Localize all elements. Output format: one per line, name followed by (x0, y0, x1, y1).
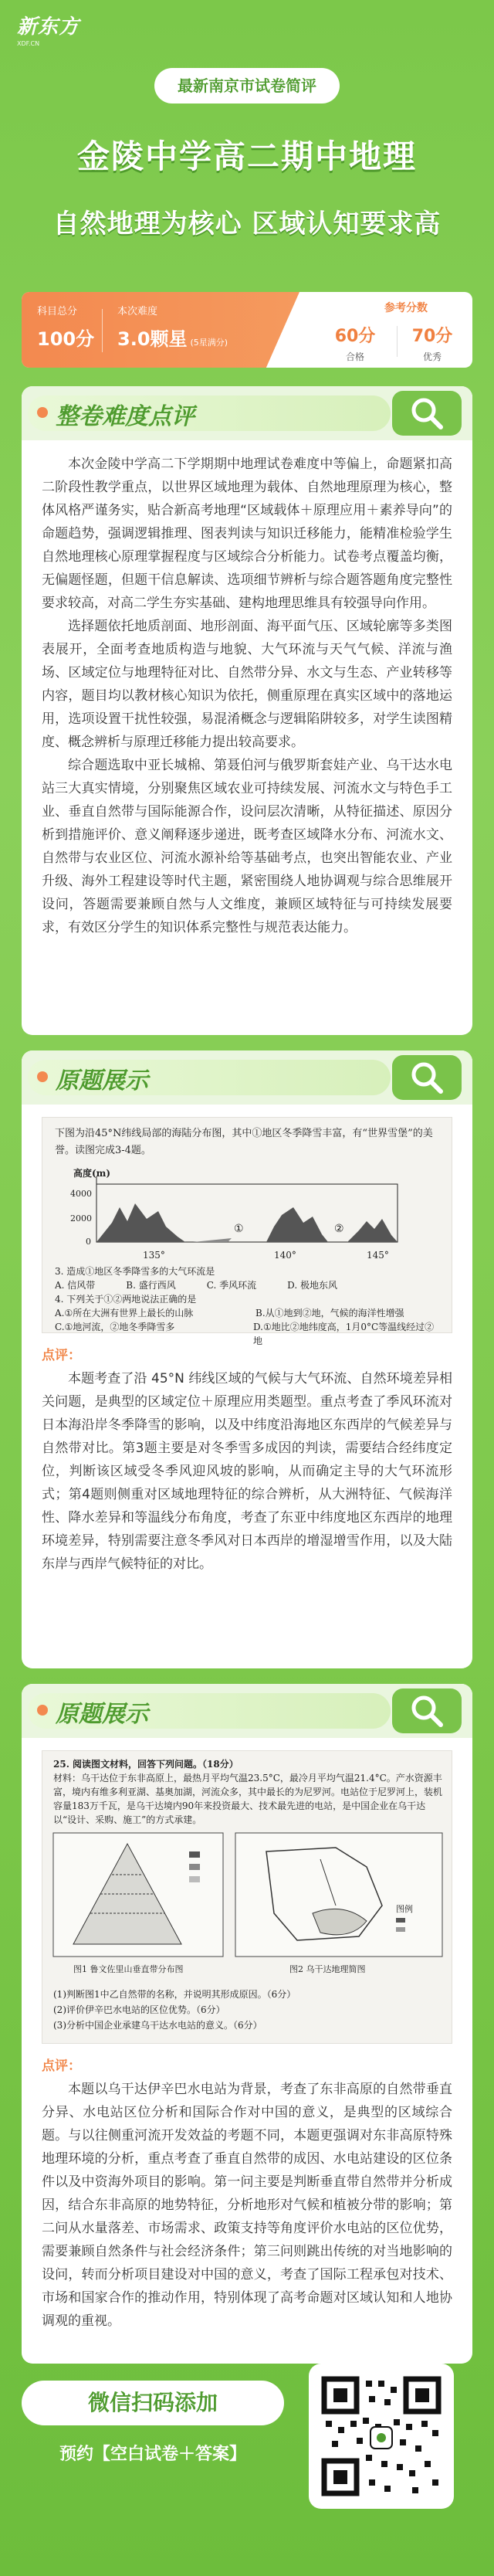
legend-swatch (189, 1876, 200, 1882)
brand-name: 新东方 (17, 15, 80, 39)
terrain-profile-chart (42, 1161, 453, 1277)
reference-divider (397, 326, 398, 357)
legend-swatch (189, 1864, 200, 1870)
question-image (42, 1117, 452, 1346)
sub-questions (53, 1987, 444, 2033)
difficulty-review-card (22, 386, 472, 1035)
brand-logo (17, 11, 80, 47)
comment-label: 点评： (42, 2058, 81, 2074)
question-card-2 (22, 1684, 472, 2364)
x-tick: 135° (143, 1250, 165, 1261)
sea-left (193, 1238, 232, 1242)
terrain-left (96, 1203, 185, 1242)
bullet-dot (37, 407, 48, 418)
reference-label: 参考分数 (384, 302, 428, 314)
subject-label: 科目总分 (37, 306, 78, 317)
figure-1-caption: 图1 鲁文佐里山垂直带分布图 (73, 1964, 184, 1974)
question-header: 25. 阅读图文材料，回答下列问题。（18分） (53, 1759, 239, 1770)
comment-block (42, 1344, 452, 1576)
y-tick: 0 (86, 1237, 91, 1247)
question-image (42, 1750, 452, 2044)
booking-text: 预约【空白试卷＋答案】 (59, 2445, 246, 2464)
option: A.①所在大洲有世界上最长的山脉 (55, 1308, 194, 1319)
option: A. 信风带 (55, 1280, 96, 1291)
difficulty-note: (5星满分) (190, 338, 228, 348)
excellent-score (401, 323, 463, 363)
magnifier-badge (392, 1688, 462, 1733)
question-material (53, 1757, 444, 1827)
qr-code-icon (309, 2364, 454, 2509)
search-icon (409, 1693, 445, 1729)
section-title: 原题展示 (56, 1701, 148, 1728)
review-paragraph: 选择题依托地质剖面、地形剖面、海平面气压、区域轮廓等多类图表展开，全面考查地质构造与地貌、大气环流与天气气候、洋流与渔场、区域定位与地理特征对比、自然带分异、水文与生态、产业转移等内容，题目均以教材核心知识为依托，侧重原理在真实区域中的落地运用，选项设置干扰性较强，易混淆概念与逻辑陷阱较多，对学生读图精度、概念辨析与原理迁移能力提出较高要求。 (42, 619, 452, 750)
question-4: 4. 下列关于①②两地说法正确的是 (55, 1294, 197, 1305)
section-title: 原题展示 (56, 1067, 148, 1095)
question-3: 3. 造成①地区冬季降雪多的大气环流是 (55, 1266, 215, 1277)
question-card-1 (22, 1050, 472, 1668)
figure-2-caption: 图2 乌干达地理简图 (289, 1964, 366, 1974)
terrain-middle (266, 1207, 328, 1242)
review-text (42, 453, 452, 939)
search-icon (409, 395, 445, 431)
difficulty (117, 303, 228, 351)
section-title: 整卷难度点评 (56, 403, 195, 430)
comment-text: 本题以乌干达伊辛巴水电站为背景，考查了东非高原的自然带垂直分异、水电站区位分析和国际合作对中国的意义，是典型的区域综合题。与以往侧重河流开发效益的考题不同，本题更强调对东非高原特殊地理环境的分析，重点考查了垂直自然带的成因、水电站建设的区位条件以及中资海外项目的影响。第一问主要是判断垂直带自然带并分析成因，结合东非高原的地势特征，分析地形对气候和植被分带的影响；第二问从水量落差、市场需求、政策支持等角度评价水电站的区位优势，需要兼顾自然条件与社会经济条件；第三问则跳出传统的对当地影响的设问，转而分析项目建设对中国的意义，考查了国际工程承包对技术、市场和国家合作的推动作用，特别体现了高考命题对区域认知和人地协调观的重视。 (42, 2082, 452, 2329)
sub-question: (1)判断图1中乙自然带的名称，并说明其形成原因。（6分） (53, 1989, 296, 2000)
question-items (55, 1264, 441, 1348)
option: D. 极地东风 (287, 1280, 337, 1291)
option: D.①地比②地纬度高，1月0°C等温线经过②地 (252, 1322, 435, 1346)
wechat-cta: 微信扫码添加 (22, 2381, 284, 2425)
review-paragraph: 综合题选取中亚长城棉、第聂伯河与俄罗斯套娃产业、乌干达水电站三大真实情境，分别聚焦区域农业可持续发展、河流水文与特色手工业、垂直自然带与国际能源合作，设问层次清晰，从特征描述、原因分析到措施评价、意义阐释逐步递进，既考查区域降水分布、河流水文、自然带与农业区位、河流水源补给等基础考点，也突出智能农业、产业升级、海外工程建设等时代主题，紧密围绕人地协调观与综合思维展开设问，答题需要兼顾自然与人文维度，兼顾区域特征与可持续发展要求，有效区分学生的知识体系完整性与规范表达能力。 (42, 758, 452, 935)
pass-score (324, 323, 386, 363)
header-tag: 最新南京市试卷简评 (154, 68, 340, 104)
region-label-2: ② (334, 1223, 344, 1235)
score-stats (22, 292, 472, 368)
subject-value: 100分 (37, 328, 95, 350)
x-tick: 140° (274, 1250, 296, 1261)
magnifier-badge (392, 391, 462, 436)
x-tick: 145° (367, 1250, 389, 1261)
comment-label: 点评： (42, 1348, 81, 1363)
map-legend-title: 图例 (396, 1904, 413, 1914)
pass-score-label: 合格 (345, 351, 364, 362)
sub-question: (3)分析中国企业承建乌干达水电站的意义。（6分） (53, 2020, 262, 2031)
sub-question: (2)评价伊辛巴水电站的区位优势。（6分） (53, 2004, 225, 2015)
card-header (22, 1684, 472, 1738)
subject-total (37, 303, 94, 351)
y-tick: 2000 (70, 1213, 92, 1224)
region-label-1: ① (234, 1223, 244, 1235)
terrain-right (347, 1219, 398, 1242)
y-tick: 4000 (70, 1189, 92, 1199)
pass-score-value: 60分 (334, 327, 376, 346)
qr-code[interactable] (309, 2364, 454, 2509)
page-subtitle: 自然地理为核心 区域认知要求高 (52, 209, 442, 239)
card-header (22, 1050, 472, 1105)
search-icon (409, 1060, 445, 1095)
excellent-score-value: 70分 (411, 327, 453, 346)
comment-text: 本题考查了沿 45°N 纬线区域的气候与大气环流、自然环境差异相关问题，是典型的区域定位＋原理应用类题型。重点考查了季风环流对日本海沿岸冬季降雪的影响，以及中纬度沿海地区东西岸的气候差异与自然带对比。第3题主要是对冬季雪多成因的判读，需要结合经纬度定位，判断该区域受冬季风迎风坡的影响，从而确定主导的大气环流形式；第4题则侧重对区域地理特征的综合辨析，从大洲特征、气候海洋性、降水差异和等温线分布角度，考查了东亚中纬度地区东西岸的地理环境差异，特别需要注意冬季风对日本西岸的增湿增雪作用，以及大陆东岸与西岸气候特征的对比。 (42, 1371, 452, 1572)
option: C. 季风环流 (206, 1280, 257, 1291)
option: B. 盛行西风 (126, 1280, 176, 1291)
legend-swatch (396, 1918, 405, 1923)
bullet-dot (37, 1705, 48, 1716)
comment-block (42, 2055, 452, 2333)
review-paragraph: 本次金陵中学高二下学期期中地理试卷难度中等偏上，命题紧扣高二阶段性教学重点，以世界区域地理为载体、自然地理原理为核心，整体风格严谨务实，贴合新高考地理“区域载体＋原理应用＋素养导向”的命题趋势，强调逻辑推理、图表判读与知识迁移能力，能精准检验学生自然地理核心原理掌握程度与区域综合分析能力。试卷考点覆盖均衡，无偏题怪题，但题干信息解读、选项细节辨析与综合题答题角度完整性要求较高，对高二学生夯实基础、建构地理思维具有较强导向作用。 (42, 456, 452, 611)
card-header (22, 386, 472, 440)
question-intro: 下图为沿45°N纬线局部的海陆分布图，其中①地区冬季降雪丰富，有“世界雪堡”的美誉。读图完成3-4题。 (55, 1128, 433, 1156)
page-title: 金陵中学高二期中地理 (76, 137, 417, 175)
legend-swatch (189, 1851, 200, 1858)
option: B.从①地到②地，气候的海洋性增强 (255, 1308, 404, 1319)
bullet-dot (37, 1071, 48, 1082)
question-figures (42, 1828, 453, 1983)
difficulty-value: 3.0颗星 (117, 328, 188, 350)
legend-swatch (396, 1927, 405, 1932)
excellent-score-label: 优秀 (422, 351, 442, 362)
material-text: 材料：乌干达位于东非高原上，最热月平均气温23.5°C，最冷月平均气温21.4°C。产水资源丰富，境内有维多利亚湖、基奥加湖，河流众多，其中最长的为尼罗河。电站位于尼罗河上，装机容量183万千瓦，是乌干达境内90年来投资最大、技术最先进的电站，是中国企业在乌干达以“设计、采购、施工”的方式承建。 (53, 1773, 443, 1825)
option: C.①地河流，②地冬季降雪多 (55, 1322, 175, 1332)
y-axis-label: 高度(m) (73, 1168, 111, 1179)
stat-divider (102, 309, 103, 352)
brand-sub: XDF.CN (17, 40, 40, 47)
difficulty-label: 本次难度 (117, 306, 158, 317)
magnifier-badge (392, 1055, 462, 1100)
